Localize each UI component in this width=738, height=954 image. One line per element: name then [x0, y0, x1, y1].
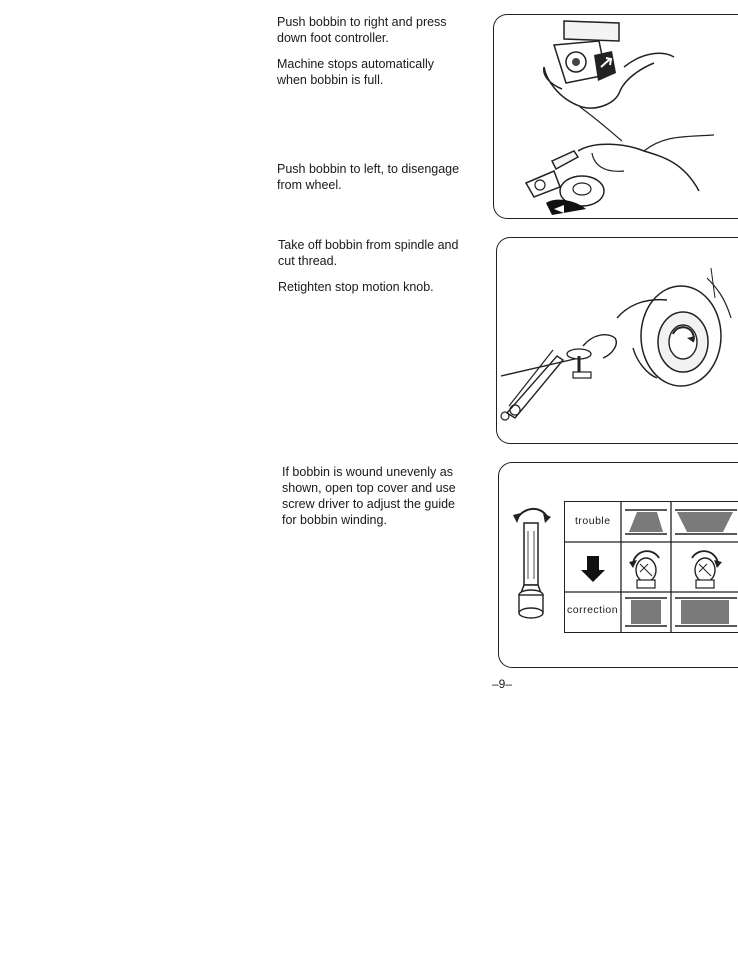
trouble-label: trouble: [575, 515, 611, 527]
down-arrow-icon: [581, 556, 605, 582]
knob-turn-left-icon: [629, 551, 659, 588]
step3-instruction: Take off bobbin from spindle and cut thread.: [278, 238, 459, 268]
knob-turn-right-icon: [692, 551, 722, 588]
uneven-bobbin-icon-2: [675, 510, 737, 534]
even-bobbin-icon-2: [675, 598, 737, 626]
uneven-bobbin-icon-1: [625, 510, 667, 534]
trouble-correction-table: [564, 501, 738, 633]
step2-instruction: Push bobbin to left, to disengage from wheel.: [277, 162, 460, 192]
bobbin-winder-drawing: [494, 15, 738, 218]
even-bobbin-icon-1: [625, 598, 667, 626]
correction-label: correction: [567, 604, 619, 616]
step1-instruction: Push bobbin to right and press down foot controller.: [277, 15, 447, 45]
illustration-panel-bobbin-winder: [493, 14, 738, 219]
step4-instruction: If bobbin is wound unevenly as shown, open top cover and use screw driver to adjust the guide for bobbin winding.: [282, 465, 456, 527]
step1-note: Machine stops automatically when bobbin is full.: [277, 57, 435, 87]
step3-note: Retighten stop motion knob.: [278, 280, 434, 294]
cut-thread-drawing: [497, 238, 738, 443]
page-number: –9–: [492, 677, 513, 691]
illustration-panel-cut-thread: [496, 237, 738, 444]
